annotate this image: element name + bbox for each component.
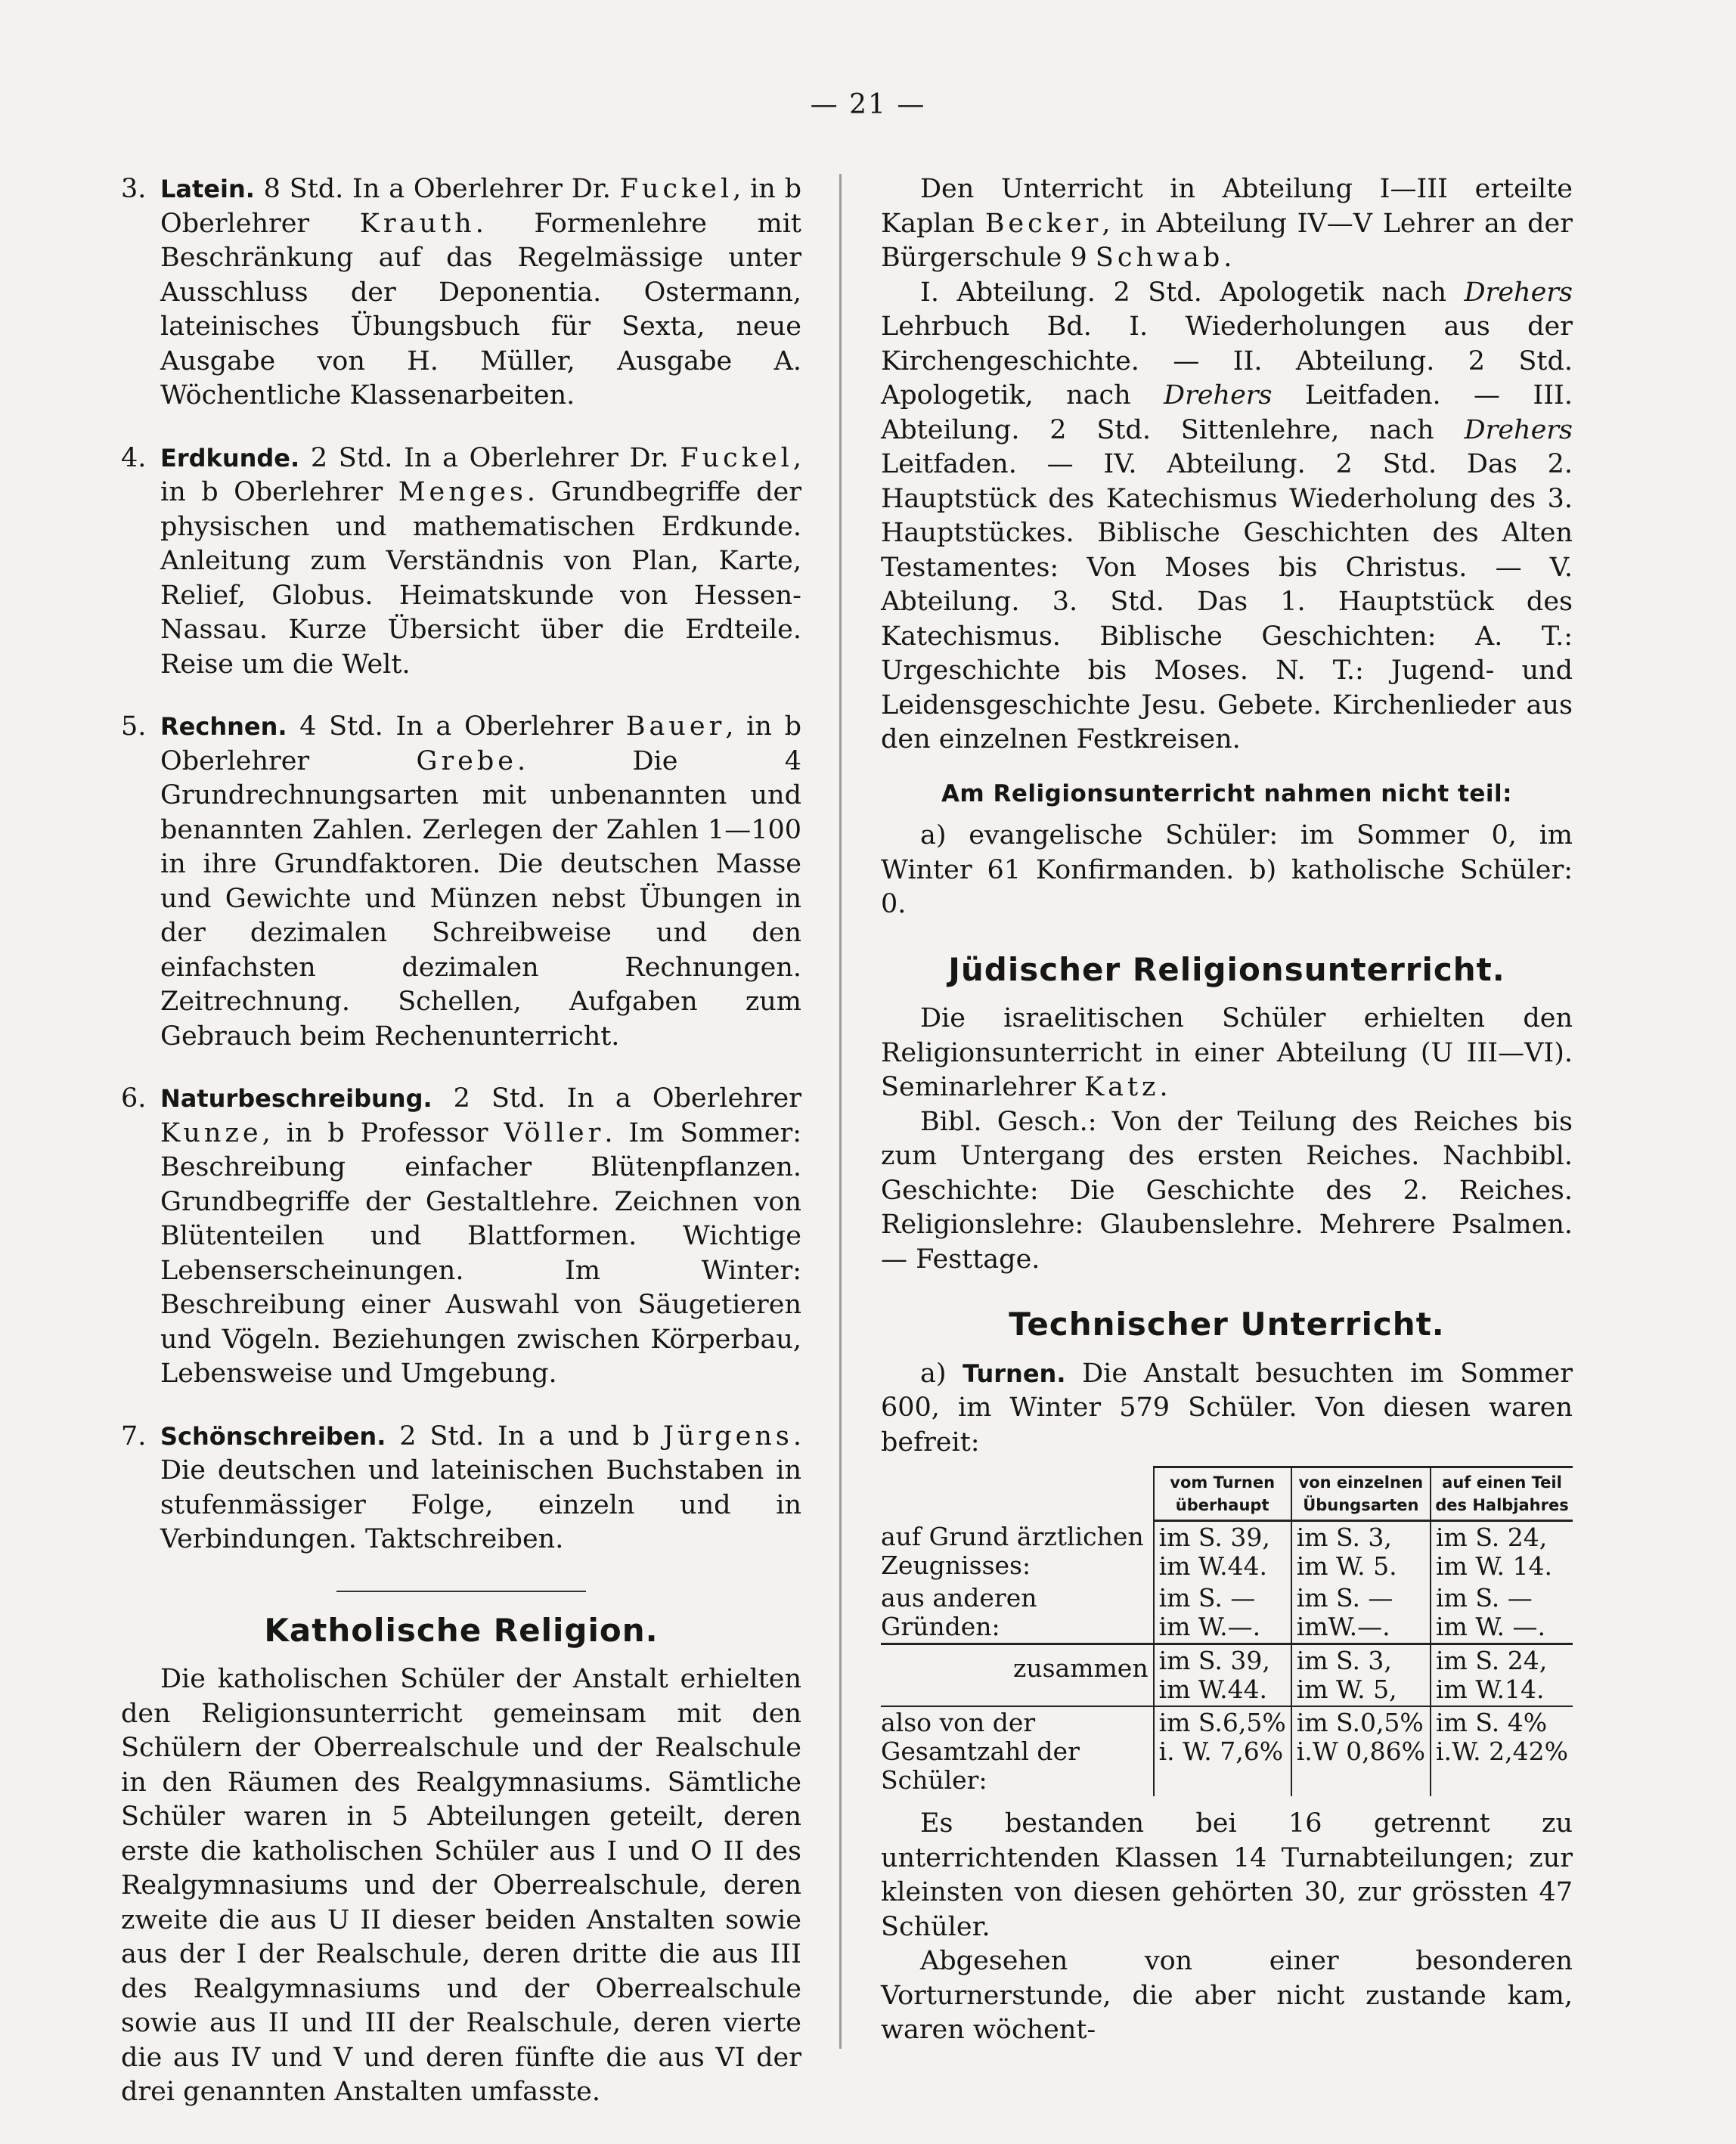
row-label: aus anderen Gründen: [881,1583,1037,1641]
exemption-table [881,1466,1573,1796]
text: Leitfaden. — III. Abteilung. 2 Std. Sittenlehre, nach [881,380,1573,445]
item-text: . Die deutschen und lateinischen Buchstaben in stufenmässiger Folge, einzeln und in Verbindungen. Taktschreiben. [160,1421,801,1554]
teacher-name: Krauth [359,208,476,239]
table-cell [1431,1706,1573,1796]
table-header: auf einen Teil des Halbjahres [1431,1467,1573,1521]
kath-curriculum-paragraph [881,276,1573,758]
teacher-name: Grebe [416,745,518,776]
cell-value: im W.44. [1158,1675,1268,1704]
cell-value: im W. 5. [1296,1551,1397,1581]
cell-value: im S. 39, [1158,1646,1270,1675]
turnen-paragraph-3: Abgesehen von einer besonderen Vorturnerstunde, die aber nicht zustande kam, waren wöchent- [881,1946,1573,2045]
table-cell [1154,1582,1291,1644]
table-row [881,1644,1573,1707]
author-name: Drehers [1164,380,1273,411]
jued-paragraph-2: Bibl. Gesch.: Von der Teilung des Reiches bis zum Untergang des ersten Reiches. Nachbibl. Geschichte: Die Geschichte des 2. Reiches. Religionslehre: Glaubenslehre. Mehrere Psalmen. — Festtage. [881,1106,1573,1275]
cell-value: im S. — [1435,1583,1533,1613]
teacher-name: Jürgens [662,1421,793,1452]
table-header-row [881,1467,1573,1521]
row-label: auf Grund ärztlichen Zeugnisses: [881,1521,1144,1580]
cell-value: im S.6,5% [1158,1708,1286,1737]
cell-value: i. W. 7,6% [1158,1737,1284,1766]
heading-juedischer-religionsunterricht: Jüdischer Religionsunterricht. [948,950,1505,988]
item-erdkunde [121,442,801,683]
item-text: 2 Std. In a Oberlehrer [432,1083,801,1114]
table-row [881,1582,1573,1644]
teacher-name: Fuckel [619,174,733,204]
item-number: 7. [121,1421,147,1452]
author-name: Drehers [1464,277,1573,308]
author-name: Drehers [1464,414,1573,445]
item-text: 4 Std. In a Oberlehrer [287,711,626,742]
item-number: 5. [121,711,147,742]
item-text: . Formenlehre mit Beschränkung auf das Regelmässige unter Ausschluss der Deponentia. Ostermann, lateinisches Übungsbuch für Sexta, neue Ausgabe von H. Müller, Ausgabe A. Wöchentliche Klassenarbeiten. [160,208,801,411]
table-cell [1154,1521,1291,1583]
text: , in Abteilung IV—V Lehrer an der Bürgerschule 9 [881,208,1573,273]
item-text: . Im Sommer: Beschreibung einfacher Blütenpflanzen. Grundbegriffe der Gestaltlehre. Zeichnen von Blütenteilen und Blattformen. Wichtige Lebenserscheinungen. Im Winter: Beschreibung einer Auswahl von Säugetieren und Vögeln. Beziehungen zwischen Körperbau, Lebensweise und Umgebung. [160,1117,801,1389]
text: I. Abteilung. 2 Std. Apologetik nach [920,277,1465,308]
page-number: — 21 — [810,89,926,120]
cell-value: im S. 24, [1435,1646,1548,1675]
table-row [881,1521,1573,1583]
item-latein [121,172,801,414]
cell-value: i.W. 2,42% [1435,1737,1568,1766]
item-title: Naturbeschreibung. [160,1084,432,1113]
item-number: 6. [121,1083,147,1114]
cell-value: im S. 24, [1435,1523,1548,1552]
text: . [1159,1072,1168,1102]
item-text: , in b Oberlehrer [160,174,801,239]
teacher-name: Menges [398,477,527,507]
cell-value: im W. —. [1435,1612,1545,1641]
teacher-name: Kunze [160,1117,262,1148]
text: a) [920,1358,963,1389]
row-label: zusammen [881,1644,1154,1707]
row-label: also von der Gesamtzahl der Schüler: [881,1706,1154,1796]
table-cell [1431,1582,1573,1644]
left-column [121,172,801,2110]
column-divider [839,174,842,2049]
cell-value: im W.—. [1158,1612,1261,1641]
turnen-paragraph [881,1357,1573,1461]
cell-value: im S. — [1296,1583,1393,1613]
text: Die israelitischen Schüler erhielten den Religionsunterricht in einer Abteilung (U III—VI). Seminarlehrer [881,1003,1573,1102]
text: Leitfaden. — IV. Abteilung. 2 Std. Das 2. Hauptstück des Katechismus Wiederholung des 3. Hauptstückes. Biblische Geschichten des Alten Testamentes: Von Moses bis Christus. — V. Abteilung. 3. Std. Das 1. Hauptstück des Katechismus. Biblische Geschichten: A. T.: Urgeschichte bis Moses. N. T.: Jugend- und Leidensgeschichte Jesu. Gebete. Kirchenlieder aus den einzelnen Festkreisen. [881,449,1573,754]
cell-value: imW.—. [1296,1612,1390,1641]
cell-value: im W.14. [1435,1675,1545,1704]
item-text: 2 Std. In a und b [386,1421,663,1452]
table-cell [1291,1706,1431,1796]
teacher-name: Fuckel [680,442,793,473]
item-number: 4. [121,442,147,473]
cell-value: im S. 3, [1296,1646,1392,1675]
item-text: , in b Professor [262,1117,504,1148]
text: Den Unterricht in Abteilung I—III erteilte Kaplan [881,174,1573,239]
table-cell [1154,1644,1291,1707]
cell-value: im S. 4% [1435,1708,1548,1737]
teacher-name: Katz [1083,1072,1160,1102]
table-cell [1291,1521,1431,1583]
text: Lehrbuch Bd. I. Wiederholungen aus der Kirchengeschichte. — II. Abteilung. 2 Std. Apologetik, nach [881,311,1573,411]
item-text: . Die 4 Grundrechnungsarten mit unbenannten und benannten Zahlen. Zerlegen der Zahlen 1—100 in ihre Grundfaktoren. Die deutschen Masse und Gewichte und Münzen nebst Übungen in der dezimalen Schreibweise und den einfachsten dezimalen Rechnungen. Zeitrechnung. Schellen, Aufgaben zum Gebrauch beim Rechenunterricht. [160,745,801,1052]
item-title: Turnen. [963,1359,1066,1388]
item-title: Latein. [160,175,255,203]
text: . [1223,243,1232,273]
teacher-name: Bauer [625,711,726,742]
teacher-name: Becker [984,208,1102,239]
item-number: 3. [121,174,147,204]
cell-value: im S. — [1158,1583,1256,1613]
kath-teachers-paragraph [881,172,1573,276]
table-header: von einzelnen Übungsarten [1291,1467,1431,1521]
item-text: , in b Oberlehrer [160,442,801,507]
teacher-name: Völler [504,1117,605,1148]
item-schoenschreiben [121,1420,801,1557]
kath-paragraph: Die katholischen Schüler der Anstalt erhielten den Religionsunterricht gemeinsam mit den Schülern der Oberrealschule und der Realschule in den Räumen des Realgymnasiums. Sämtliche Schüler waren in 5 Abteilungen geteilt, deren erste die katholischen Schüler aus I und O II des Realgymnasiums und der Oberrealschule, deren zweite die aus U II dieser beiden Anstalten sowie aus der I der Realschule, deren dritte die aus III des Realgymnasiums und der Oberrealschule sowie aus II und III der Realschule, deren vierte die aus IV und V und deren fünfte die aus VI der drei genannten Anstalten umfasste. [121,1664,801,2107]
item-text: , in b Oberlehrer [160,711,801,776]
item-text: 2 Std. In a Oberlehrer Dr. [299,442,680,473]
heading-technischer-unterricht: Technischer Unterricht. [1009,1306,1445,1343]
table-header: vom Turnen überhaupt [1154,1467,1291,1521]
cell-value: im W. 5, [1296,1675,1397,1704]
table-cell [1291,1582,1431,1644]
item-naturbeschreibung [121,1082,801,1392]
not-participating-paragraph: a) evangelische Schüler: im Sommer 0, im Winter 61 Konfirmanden. b) katholische Schüler: 0. [881,820,1573,919]
section-divider [336,1591,586,1592]
item-title: Schönschreiben. [160,1421,386,1451]
table-cell [1291,1644,1431,1707]
table-cell [1431,1521,1573,1583]
cell-value: im W. 14. [1435,1551,1552,1581]
cell-value: im S. 39, [1158,1523,1270,1552]
item-title: Rechnen. [160,712,287,741]
item-title: Erdkunde. [160,443,300,472]
cell-value: im S. 3, [1296,1523,1392,1552]
cell-value: im W.44. [1158,1551,1268,1581]
heading-not-participating: Am Religionsunterricht nahmen nicht teil: [941,779,1513,807]
table-row [881,1706,1573,1796]
turnen-paragraph-2: Es bestanden bei 16 getrennt zu unterrichtenden Klassen 14 Turnabteilungen; zur kleinsten von diesen gehörten 30, zur grössten 47 Schüler. [881,1808,1573,1942]
heading-katholische-religion: Katholische Religion. [264,1611,659,1649]
item-rechnen [121,710,801,1054]
jued-paragraph-1 [881,1002,1573,1105]
item-text: . Grundbegriffe der physischen und mathematischen Erdkunde. Anleitung zum Verständnis von Plan, Karte, Relief, Globus. Heimatskunde von Hessen-Nassau. Kurze Übersicht über die Erdteile. Reise um die Welt. [160,477,802,680]
item-text: 8 Std. In a Oberlehrer Dr. [254,174,620,204]
text: Die Anstalt besuchten im Sommer 600, im Winter 579 Schüler. Von diesen waren befreit: [881,1358,1573,1458]
teacher-name: Schwab [1095,243,1224,273]
table-cell [1154,1706,1291,1796]
cell-value: i.W 0,86% [1296,1737,1425,1766]
table-cell [1431,1644,1573,1707]
right-column [881,172,1573,2048]
cell-value: im S.0,5% [1296,1708,1424,1737]
